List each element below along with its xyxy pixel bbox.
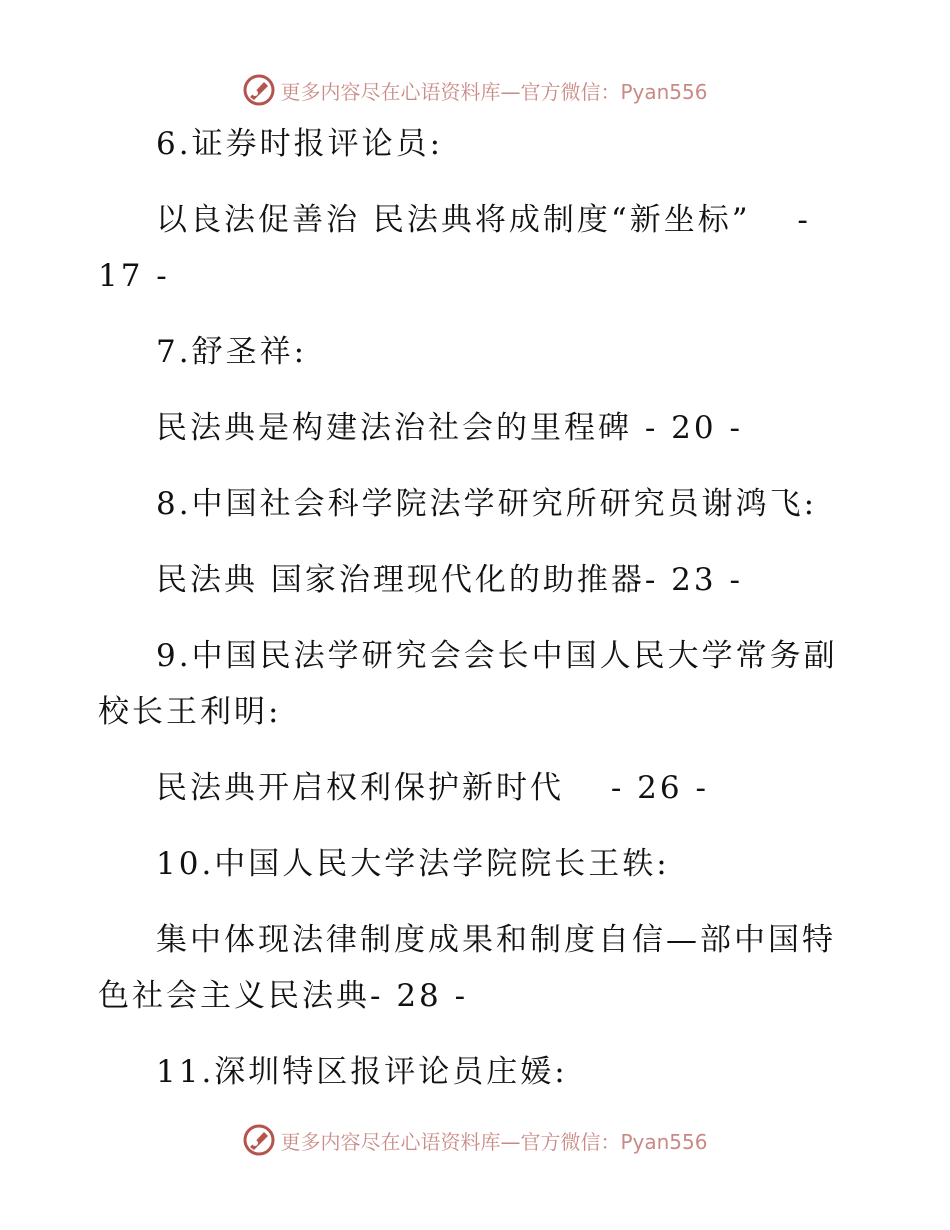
toc-entry-6-title: 以良法促善治 民法典将成制度“新坐标” - 17 - [98,202,811,294]
toc-entry-9-heading: 9.中国民法学研究会会长中国人民大学常务副校长王利明: [98,638,838,730]
footer-watermark-banner [0,1122,950,1158]
pen-logo-icon [242,73,276,107]
header-watermark-text: 更多内容尽在心语资料库—官方微信：Pyan556 [280,79,708,104]
pen-logo-icon [242,1123,276,1157]
toc-entry-6-heading: 6.证券时报评论员: [156,126,444,162]
footer-watermark-text: 更多内容尽在心语资料库—官方微信：Pyan556 [280,1129,708,1154]
toc-entry-7-title: 民法典是构建法治社会的里程碑 - 20 - [156,410,743,446]
toc-entry-11-heading: 11.深圳特区报评论员庄媛: [156,1054,568,1090]
document-body [98,116,850,1120]
toc-entry-8-heading: 8.中国社会科学院法学研究所研究员谢鸿飞: [156,486,818,522]
toc-entry-10-title: 集中体现法律制度成果和制度自信—部中国特色社会主义民法典- 28 - [98,922,836,1014]
toc-entry-7-heading: 7.舒圣祥: [156,334,308,370]
toc-entry-10-heading: 10.中国人民大学法学院院长王轶: [156,846,670,882]
toc-entry-8-title: 民法典 国家治理现代化的助推器- 23 - [156,562,743,598]
header-watermark-banner [0,72,950,108]
toc-entry-9-title: 民法典开启权利保护新时代 - 26 - [156,770,709,806]
